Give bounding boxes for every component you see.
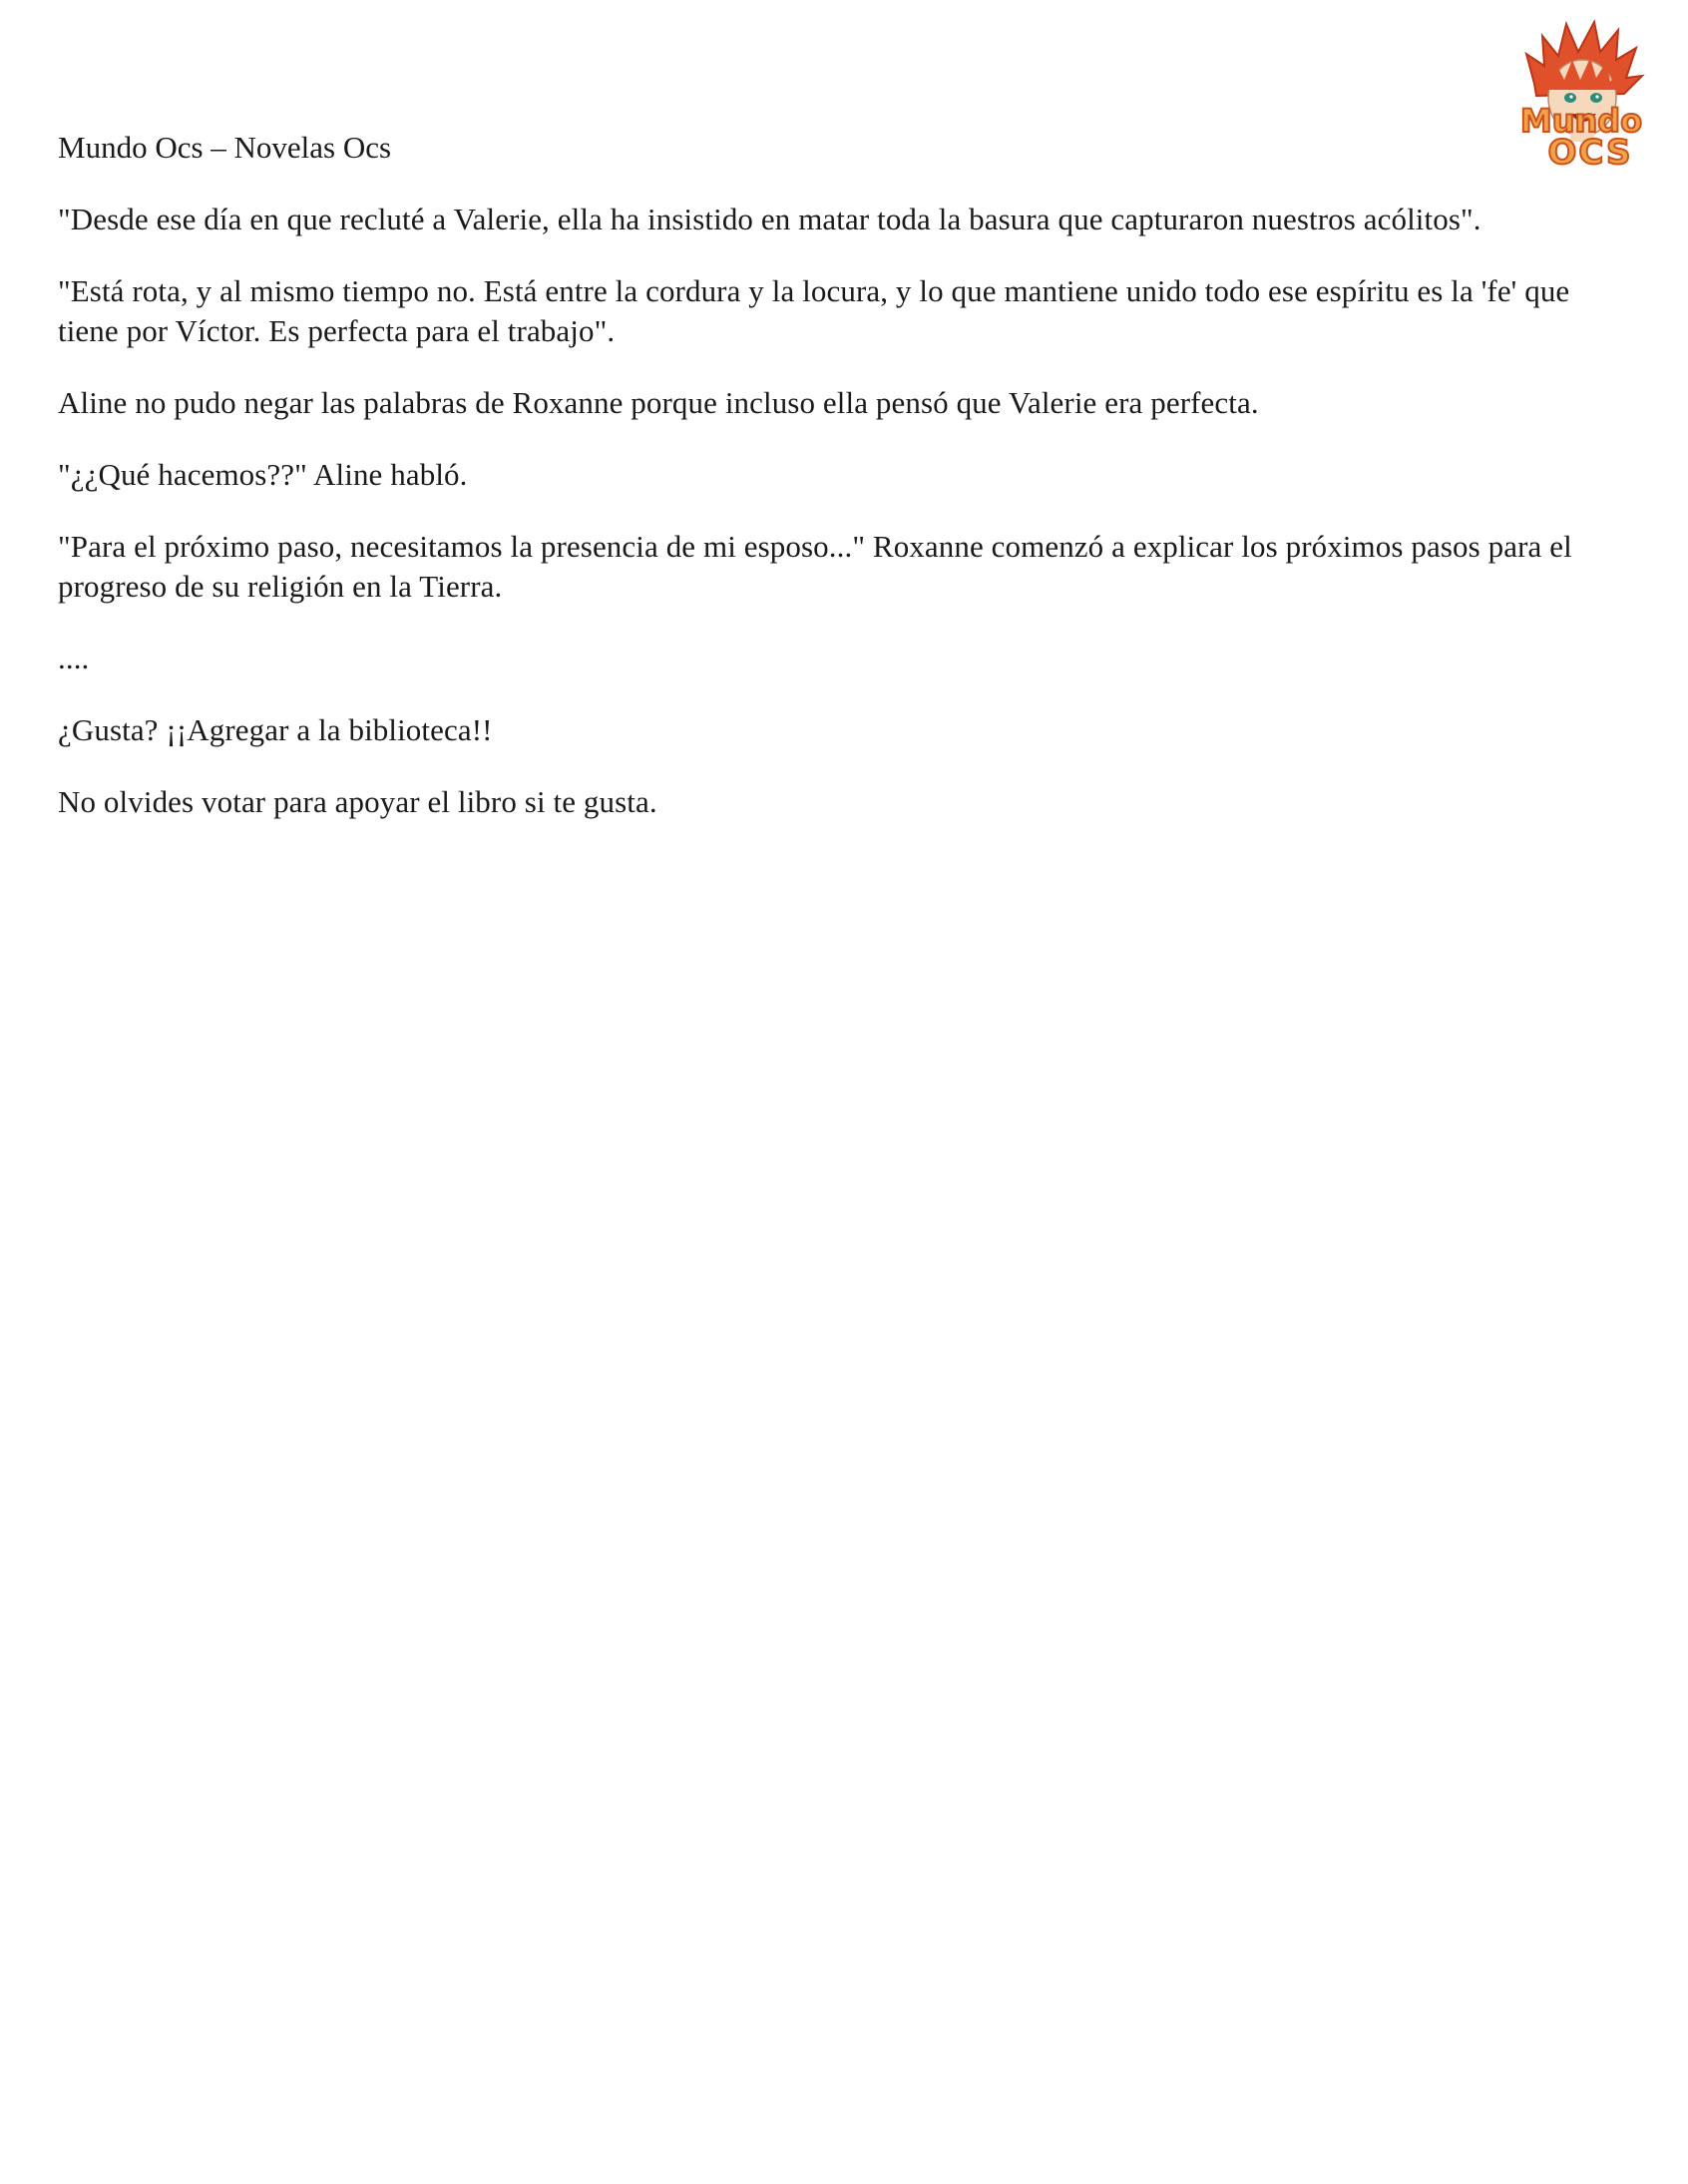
paragraph-1: "Desde ese día en que recluté a Valerie, ella ha insistido en matar toda la basura que capturaron nuestros acólitos". xyxy=(58,202,1481,236)
paragraph-4: "¿¿Qué hacemos??" Aline habló. xyxy=(58,457,468,492)
paragraph-2: "Está rota, y al mismo tiempo no. Está entre la cordura y la locura, y lo que mantiene unido todo ese espíritu es la 'fe' que tiene por Víctor. Es perfecta para el trabajo". xyxy=(58,273,1570,348)
paragraph-5: "Para el próximo paso, necesitamos la presencia de mi esposo..." Roxanne comenzó a explicar los próximos pasos para el progreso de su religión en la Tierra. xyxy=(58,529,1572,604)
logo-text-mundo: Mundo xyxy=(1519,102,1643,140)
paragraph-3: Aline no pudo negar las palabras de Roxanne porque incluso ella pensó que Valerie era perfecta. xyxy=(58,385,1259,420)
paragraph-6: .... xyxy=(58,641,90,675)
logo-text-ocs: OCS xyxy=(1547,133,1633,173)
document-body xyxy=(58,128,1624,854)
paragraph-7: ¿Gusta? ¡¡Agregar a la biblioteca!! xyxy=(58,712,493,747)
document-header: Mundo Ocs – Novelas Ocs xyxy=(58,130,392,165)
paragraph-8: No olvides votar para apoyar el libro si te gusta. xyxy=(58,784,657,819)
